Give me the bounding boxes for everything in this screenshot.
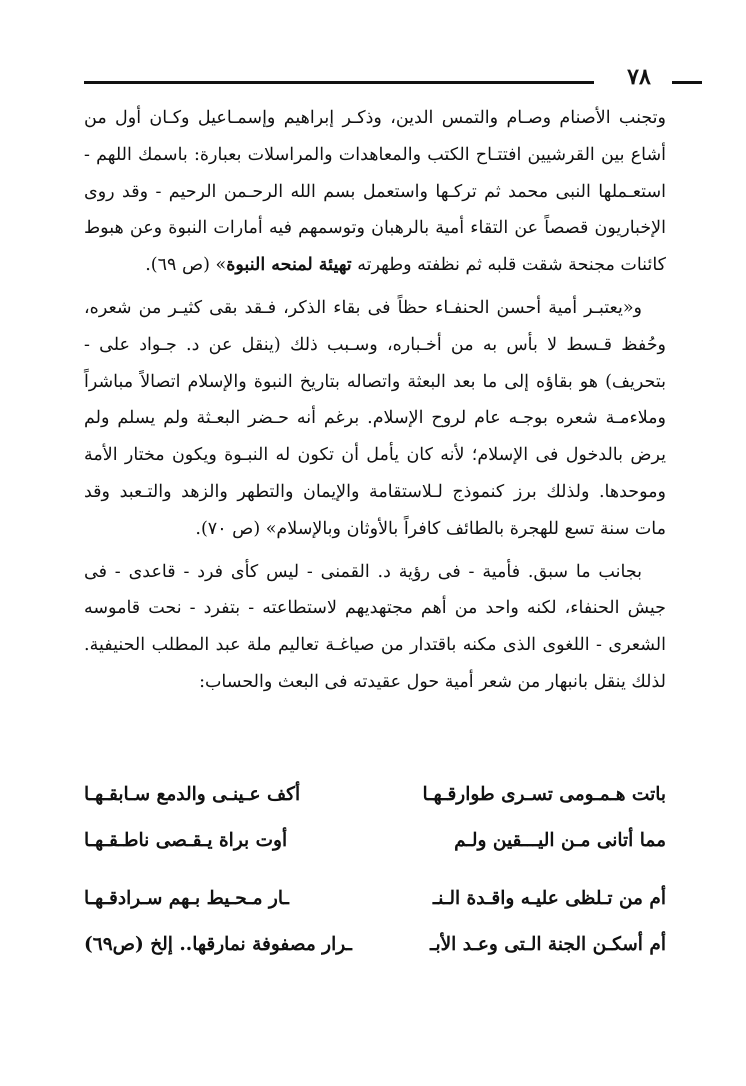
poem-hemistich-second: ـرار مصفوفة نمارقها.. إلخ (ص٦٩)	[84, 934, 352, 955]
poem-hemistich-first: أم من تـلظى عليـه واقـدة الـنـ	[432, 888, 666, 909]
poem	[84, 772, 666, 968]
poem-verse	[84, 772, 666, 818]
paragraph-1-text: وتجنب الأصنام وصـام والتمس الدين، وذكـر إبراهيم وإسمـاعيل وكـان أول من أشاع بين القرشيين افتتـاح الكتب والمعاهدات والمراسلات بعبارة: باسمك اللهم - استعـملها النبى محمد ثم تركـها واستعمل بسم الله الرحـمن الرحيم - وقد روى الإخباريون قصصاً عن التقاء أمية بالرهبان وتوسمهم فيه أمارات النبوة وعن هبوط كائنات مجنحة شقت قلبه ثم نظفته وطهرته	[84, 108, 666, 276]
page-header	[84, 62, 666, 92]
poem-verse	[84, 922, 666, 968]
paragraph-1-citation: » (ص ٦٩).	[145, 255, 227, 276]
body-text	[84, 100, 666, 701]
paragraph-1	[84, 100, 666, 284]
poem-hemistich-second: أكف عـينـى والدمع سـابقـهـا	[84, 784, 301, 805]
paragraph-3: بجانب ما سبق. فأمية - فى رؤية د. القمنى - ليس كأى فرد - قاعدى - فى جيش الحنفاء، لكنه واحد من أهم مجتهديهم لاستطاعته - بتفرد - نحت قاموسه الشعرى - اللغوى الذى مكنه باقتدار من صياغـة تعاليم ملة عبد المطلب الحنيفية. لذلك ينقل بانبهار من شعر أمية حول عقيدته فى البعث والحساب:	[84, 561, 666, 692]
poem-hemistich-second: أوت براة يـقـصى ناطـقـهـا	[84, 830, 288, 851]
header-rule	[84, 81, 594, 84]
poem-hemistich-first: مما أتانى مـن اليـــقين ولـم	[454, 830, 666, 851]
page-number: ٧٨	[627, 64, 651, 90]
poem-hemistich-first: أم أسكـن الجنة الـتى وعـد الأبـ	[430, 934, 666, 955]
poem-hemistich-second: ـار مـحـيط بـهم سـرادقـهـا	[84, 888, 289, 909]
poem-verse	[84, 818, 666, 864]
poem-hemistich-first: باتت هـمـومى تسـرى طوارقـهـا	[422, 784, 666, 805]
poem-verse	[84, 876, 666, 922]
paragraph-1-emphasis: تهيئة لمنحه النبوة	[226, 255, 352, 276]
paragraph-2: و«يعتبـر أمية أحسن الحنفـاء حظاً فى بقاء الذكر، فـقد بقى كثيـر من شعره، وحُفظ قـسط لا بأس به من أخـباره، وسـبب ذلك (ينقل عن د. جـواد على - بتحريف) هو بقاؤه إلى ما بعد البعثة واتصاله بتاريخ النبوة والإسلام اتصالاً مباشراً وملاءمـة شعره بوجـه عام لروح الإسلام. برغم أنه حـضر البعـثة ولم يسلم ولم يرض بالدخول فى الإسلام؛ لأنه كان يأمل أن تكون له النبـوة ويكون مختار الأمة وموحدها. ولذلك برز كنموذج لـلاستقامة والإيمان والتطهر والزهد والتـعبد وقد مات سنة تسع للهجرة بالطائف كافراً بالأوثان وبالإسلام» (ص ٧٠).	[84, 297, 666, 539]
header-dash	[672, 81, 702, 84]
